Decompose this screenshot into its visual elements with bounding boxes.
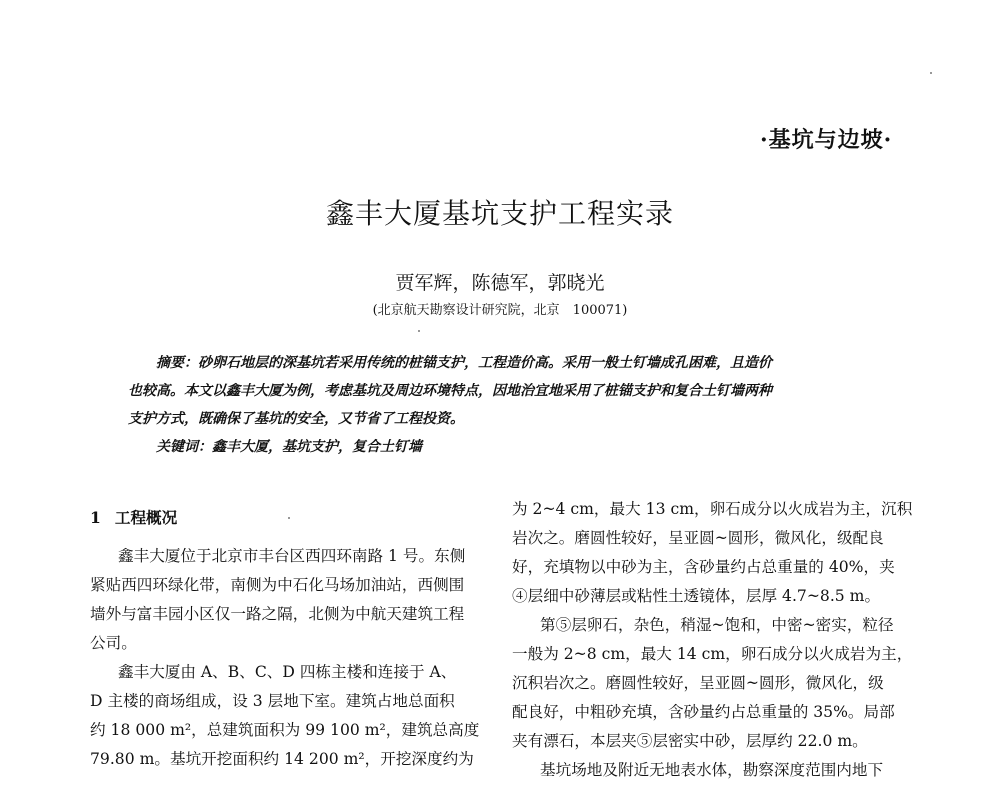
- paragraph-line: 一般为 2~8 cm，最大 14 cm，卵石成分以火成岩为主，: [512, 645, 913, 663]
- article-title: 鑫丰大厦基坑支护工程实录: [325, 197, 674, 230]
- article-authors: 贾军辉，陈德军，郭晓光: [395, 272, 605, 294]
- paragraph-line: 鑫丰大厦位于北京市丰台区西四环南路 1 号。东侧: [118, 547, 466, 565]
- paragraph-line: 79.80 m。基坑开挖面积约 14 200 m²，开挖深度约为: [90, 750, 474, 768]
- abstract-line: 支护方式，既确保了基坑的安全，又节省了工程投资。: [128, 411, 464, 427]
- paragraph-line: 第⑤层卵石，杂色，稍湿~饱和，中密~密实，粒径: [540, 616, 894, 634]
- scan-speck: [930, 72, 932, 74]
- author-affiliation: (北京航天勘察设计研究院，北京 100071): [372, 303, 628, 318]
- paragraph-line: 基坑场地及附近无地表水体，勘察深度范围内地下: [540, 761, 884, 779]
- paragraph-line: 墙外与富丰园小区仅一路之隔，北侧为中航天建筑工程: [90, 605, 465, 623]
- paragraph-line: 沉积岩次之。磨圆性较好，呈亚圆~圆形，微风化，级: [512, 674, 884, 692]
- paragraph-line: 紧贴西四环绿化带，南侧为中石化马场加油站，西侧围: [90, 576, 465, 594]
- body-column-right: [512, 495, 913, 785]
- paragraph-line: 岩次之。磨圆性较好，呈亚圆~圆形，微风化，级配良: [512, 529, 884, 547]
- paragraph-line: 配良好，中粗砂充填，含砂量约占总重量的 35%。局部: [512, 703, 895, 721]
- paragraph-line: 约 18 000 m²，总建筑面积为 99 100 m²，建筑总高度: [90, 721, 480, 739]
- paragraph-line: 夹有漂石，本层夹⑤层密实中砂，层厚约 22.0 m。: [512, 732, 868, 750]
- paragraph-line: 为 2~4 cm，最大 13 cm，卵石成分以火成岩为主，沉积: [512, 500, 913, 518]
- scan-speck: [288, 517, 290, 519]
- paragraph-line: D 主楼的商场组成，设 3 层地下室。建筑占地总面积: [90, 692, 455, 710]
- paragraph-line: 鑫丰大厦由 A、B、C、D 四栋主楼和连接于 A、: [118, 663, 457, 681]
- section-title: 工程概况: [114, 508, 178, 527]
- paragraph-line: ④层细中砂薄层或粘性土透镜体，层厚 4.7~8.5 m。: [512, 587, 881, 605]
- section-number: 1: [90, 508, 101, 527]
- abstract-line: 也较高。本文以鑫丰大厦为例，考虑基坑及周边环境特点，因地治宜地采用了桩锚支护和复合土钉墙两种: [128, 383, 772, 399]
- scan-speck: [418, 330, 420, 332]
- abstract-line: 摘要：砂卵石地层的深基坑若采用传统的桩锚支护，工程造价高。采用一般土钉墙成孔困难，且造价: [156, 355, 772, 371]
- journal-section-tag: ·基坑与边坡·: [760, 127, 893, 153]
- keywords-line: 关键词：鑫丰大厦，基坑支护，复合土钉墙: [156, 439, 422, 455]
- abstract-block: [128, 349, 873, 461]
- body-column-left: [90, 503, 485, 774]
- paragraph-line: 公司。: [90, 634, 137, 652]
- paragraph-line: 好，充填物以中砂为主，含砂量约占总重量的 40%，夹: [512, 558, 895, 576]
